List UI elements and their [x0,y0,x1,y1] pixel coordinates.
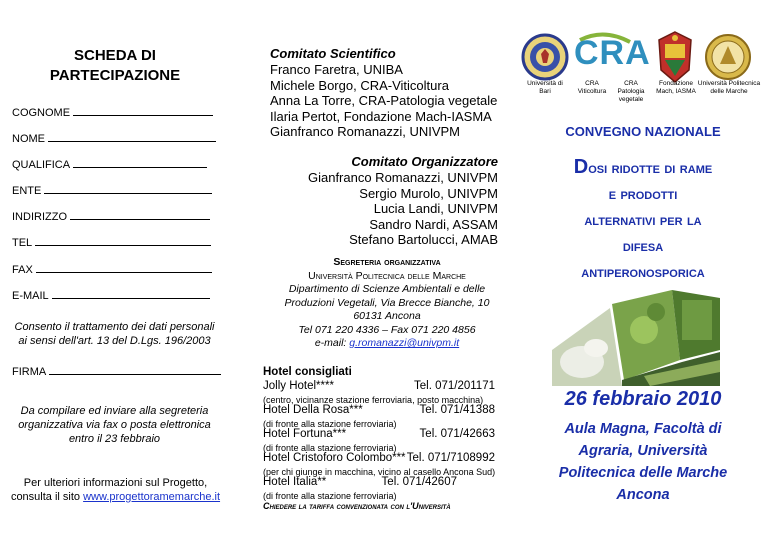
compile-instructions: Da compilare ed inviare alla segreteria organizzativa via fax o posta elettronica entro il 23 febbraio [18,405,211,445]
list-item: Ilaria Pertot, Fondazione Mach-IASMA [270,108,492,124]
list-item: Stefano Bartolucci, AMAB [349,232,498,247]
list-item: Gianfranco Romanazzi, UNIVPM [270,124,461,139]
uniba-seal-logo [521,30,569,84]
organizing-committee-title: Comitato Organizzatore [351,154,498,169]
univpm-seal-logo [704,30,752,84]
hotel-item: Hotel Italia** Tel. 071/42607 [263,476,457,488]
logo-caption: CRA Patologia vegetale [617,80,645,103]
organizing-committee-list [308,170,498,248]
fondazione-mach-crest-logo [655,30,695,84]
field-ente[interactable]: ENTE [12,183,222,197]
logo-caption: CRA Viticoltura [577,80,607,95]
logo-caption: Fondazione Mach, IASMA [656,80,696,95]
cra-logo: CRA [574,30,650,80]
field-fax[interactable]: FAX [12,262,222,276]
hotel-note: (di fronte alla stazione ferroviaria) [263,491,397,501]
info-text: Per ulteriori informazioni sul Progetto, consulta il sito www.progettoramemarche.it [10,477,221,503]
hotel-item: Hotel Cristoforo Colombo*** Tel. 071/7108992 [263,452,495,464]
event-title: Dosi ridotte di rame e prodotti alternativi per la difesa antiperonosporica [573,156,713,281]
convegno-label: CONVEGNO NAZIONALE [565,124,721,139]
hotel-note: (centro, vicinanze stazione ferroviaria, posto macchina) [263,395,484,405]
secretariat-title: Segreteria organizzativa [333,256,441,268]
hotel-item: Hotel Fortuna*** Tel. 071/42663 [263,428,495,440]
secretariat-block: Segreteria organizzativa Università Politecnica delle Marche Dipartimento di Scienze Ambientali e delle Produzioni Vegetali, Via Brecce Bianche, 10 60131 Ancona Tel 071 220 4336 – Fax 071 220 4856 e-mail: g.romanazzi@univpm.it [262,256,512,351]
hotels-title: Hotel consigliati [263,366,352,378]
logo-caption: Università di Bari [527,80,563,95]
field-qualifica[interactable]: QUALIFICA [12,157,222,171]
field-tel[interactable]: TEL [12,235,222,249]
list-item: Franco Faretra, UNIBA [270,62,403,77]
list-item: Michele Borgo, CRA-Viticoltura [270,77,449,93]
scientific-committee-title: Comitato Scientifico [270,46,396,61]
secretariat-email-link[interactable]: g.romanazzi@univpm.it [349,337,460,349]
list-item: Lucia Landi, UNIVPM [373,201,498,216]
consent-text: Consento il trattamento dei dati personali ai sensi dell'art. 13 del D.Lgs. 196/2003 [14,321,215,347]
rate-request-note: Chiedere la tariffa convenzionata con l'Università [263,501,451,511]
field-cognome[interactable]: COGNOME [12,105,222,119]
scientific-committee-list [270,62,497,140]
list-item: Sergio Murolo, UNIVPM [359,185,498,201]
event-date: 26 febbraio 2010 [564,388,722,410]
field-nome[interactable]: NOME [12,131,222,145]
event-location: Aula Magna, Facoltà di Agraria, Università Politecnica delle Marche Ancona [558,421,728,503]
field-indirizzo[interactable]: INDIRIZZO [12,209,222,223]
list-item: Gianfranco Romanazzi, UNIVPM [307,170,498,185]
project-website-link[interactable]: www.progettoramemarche.it [83,491,221,503]
hotel-item: Jolly Hotel**** Tel. 071/201171 [263,380,495,392]
list-item: Sandro Nardi, ASSAM [369,216,498,232]
form-title: SCHEDA DI PARTECIPAZIONE [49,47,181,84]
hotel-item: Hotel Della Rosa*** Tel. 071/41388 [263,404,495,416]
field-firma[interactable]: FIRMA [12,364,222,378]
hotel-note: (di fronte alla stazione ferroviaria) [263,419,397,429]
hotel-note: (di fronte alla stazione ferroviaria) [263,443,397,453]
list-item: Anna La Torre, CRA-Patologia vegetale [270,93,498,108]
vine-disease-photo-collage [552,290,720,386]
hotel-note: (per chi giunge in macchina, vicino al casello Ancona Sud) [263,467,496,477]
logo-caption: Università Politecnica delle Marche [697,80,761,95]
field-email[interactable]: E-MAIL [12,288,222,302]
